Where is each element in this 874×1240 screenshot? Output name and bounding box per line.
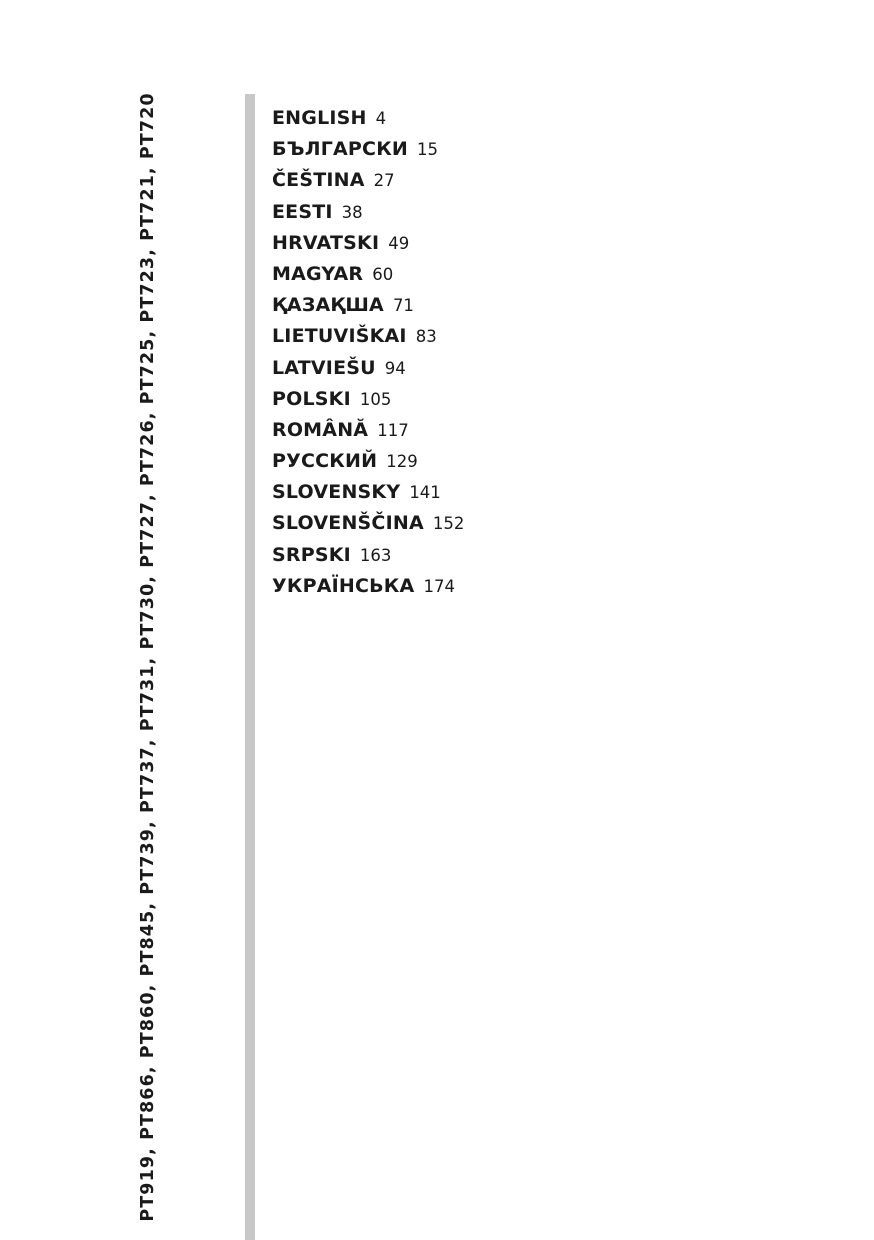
toc-page-number: 152 — [432, 514, 465, 534]
toc-item-estonian[interactable] — [272, 198, 464, 229]
toc-language: БЪЛГАРСКИ — [272, 138, 409, 161]
model-numbers: PT919, PT866, PT860, PT845, PT739, PT737, PT731, PT730, PT727, PT726, PT725, PT723, PT721, PT720 — [138, 92, 158, 1222]
toc-language: LATVIEŠU — [272, 356, 376, 379]
toc-language: РУССКИЙ — [272, 450, 378, 473]
toc-item-serbian[interactable] — [272, 541, 464, 572]
toc-page-number: 60 — [372, 264, 394, 284]
toc-item-lithuanian[interactable] — [272, 322, 464, 353]
toc-language: LIETUVIŠKAI — [272, 325, 407, 348]
toc-page-number: 38 — [341, 202, 363, 222]
toc-page-number: 129 — [386, 452, 418, 472]
toc-page-number: 105 — [359, 389, 392, 409]
toc-item-ukrainian[interactable] — [272, 572, 464, 603]
toc-item-croatian[interactable] — [272, 229, 464, 260]
table-of-contents — [272, 104, 464, 603]
toc-item-bulgarian[interactable] — [272, 135, 464, 166]
toc-page-number: 4 — [375, 109, 387, 128]
toc-page-number: 141 — [409, 483, 441, 503]
toc-page-number: 174 — [423, 576, 455, 596]
model-numbers-strip — [130, 92, 166, 1222]
toc-language: POLSKI — [272, 387, 351, 410]
toc-item-slovenian[interactable] — [272, 509, 464, 540]
toc-page-number: 49 — [388, 233, 410, 253]
toc-item-polish[interactable] — [272, 385, 464, 416]
toc-language: ҚАЗАҚША — [272, 294, 384, 317]
toc-page-number: 163 — [359, 545, 392, 565]
toc-language: УКРАЇНСЬКА — [272, 574, 415, 597]
toc-page-number: 94 — [384, 358, 406, 378]
toc-page-number: 27 — [373, 171, 395, 191]
toc-language: SLOVENŠČINA — [272, 512, 424, 535]
toc-item-english[interactable] — [272, 104, 464, 135]
toc-item-czech[interactable] — [272, 166, 464, 197]
toc-page-number: 71 — [392, 296, 414, 316]
toc-language: MAGYAR — [272, 262, 364, 285]
toc-item-romanian[interactable] — [272, 416, 464, 447]
toc-item-latvian[interactable] — [272, 354, 464, 385]
toc-page-number: 83 — [415, 327, 437, 347]
toc-language: HRVATSKI — [272, 231, 380, 254]
toc-language: EESTI — [272, 200, 333, 223]
toc-item-russian[interactable] — [272, 447, 464, 478]
toc-language: SRPSKI — [272, 543, 351, 566]
toc-page-number: 117 — [377, 420, 409, 440]
toc-language: ČEŠTINA — [272, 169, 365, 192]
toc-item-hungarian[interactable] — [272, 260, 464, 291]
toc-page-number: 15 — [417, 140, 439, 160]
toc-language: SLOVENSKY — [272, 481, 401, 504]
toc-item-kazakh[interactable] — [272, 291, 464, 322]
vertical-divider-bar — [245, 94, 255, 1240]
toc-item-slovak[interactable] — [272, 478, 464, 509]
toc-language: ROMÂNĂ — [272, 418, 369, 441]
toc-language: ENGLISH — [272, 107, 367, 129]
